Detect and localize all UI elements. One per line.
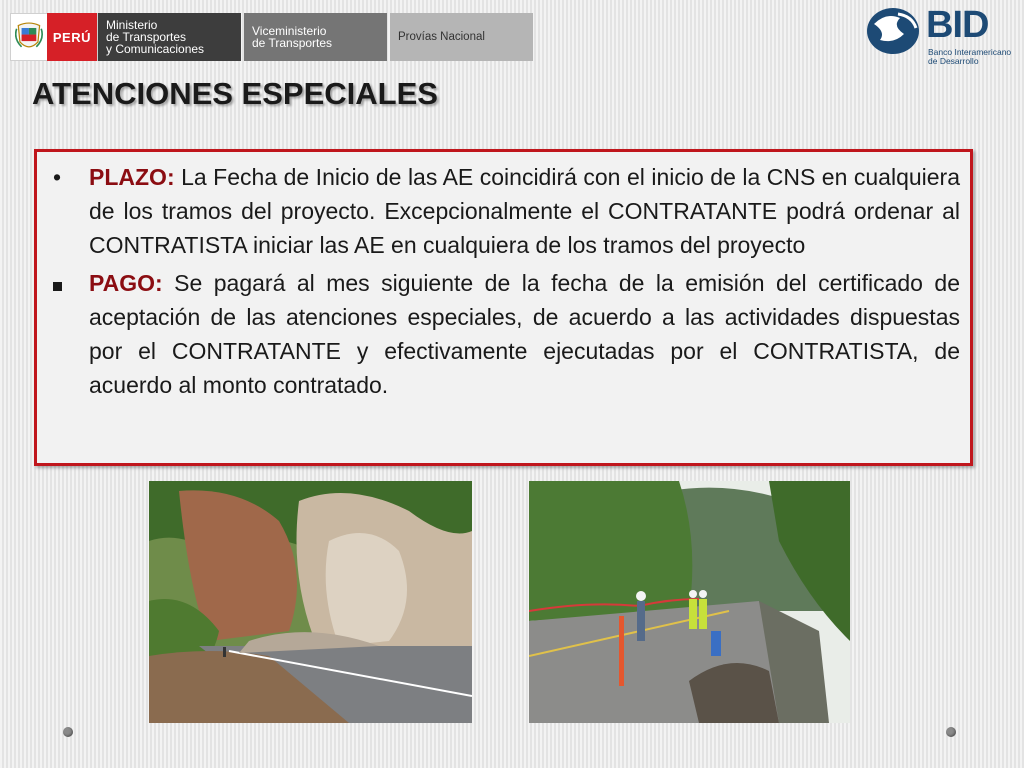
photo-damaged-road	[529, 481, 850, 723]
bullet-label: PAGO:	[89, 270, 163, 296]
bullet-dot-icon: •	[53, 164, 62, 190]
bullet-square-icon	[53, 282, 62, 291]
next-slide-dot[interactable]	[946, 727, 956, 737]
bullet-plazo	[49, 160, 960, 262]
bullet-body: Se pagará al mes siguiente de la fecha de la emisión del certificado de aceptación de las atenciones especiales, de acuerdo a las actividades dispuestas por el CONTRATANTE y efectivamente ejecutadas por el CONTRATISTA, de acuerdo al monto contratado.	[89, 270, 960, 398]
ministerio-line: y Comunicaciones	[106, 42, 205, 56]
bid-subtitle	[928, 48, 1020, 66]
bid-subtitle-line: Banco Interamericano	[928, 47, 1012, 57]
viceministerio-line: Viceministerio	[252, 24, 327, 38]
viceministerio-line: de Transportes	[252, 36, 333, 50]
bullet-text	[89, 160, 960, 262]
government-banner	[10, 13, 533, 61]
peru-logo	[10, 13, 98, 61]
ministerio-line: Ministerio	[106, 18, 158, 32]
peru-label: PERÚ	[47, 13, 97, 61]
ministerio-line: de Transportes	[106, 30, 187, 44]
photo-landslide	[149, 481, 472, 723]
bid-emblem-icon	[864, 4, 922, 56]
bullet-square-container	[49, 266, 89, 402]
provias-box	[390, 13, 533, 61]
page-title: ATENCIONES ESPECIALES	[32, 76, 438, 111]
bullet-text	[89, 266, 960, 402]
bid-name: BID	[926, 4, 989, 46]
bid-subtitle-line: de Desarrollo	[928, 56, 979, 66]
bullet-label: PLAZO:	[89, 164, 175, 190]
bullet-pago	[49, 266, 960, 402]
previous-slide-dot[interactable]	[63, 727, 73, 737]
bullet-body: La Fecha de Inicio de las AE coincidirá con el inicio de la CNS en cualquiera de los tramos del proyecto. Excepcionalmente el CONTRATANTE podrá ordenar al CONTRATISTA iniciar las AE en cualquiera de los tramos del proyecto	[89, 164, 961, 258]
ministerio-box	[98, 13, 241, 61]
provias-label: Provías Nacional	[398, 31, 485, 43]
viceministerio-box	[244, 13, 387, 61]
bid-logo	[864, 4, 1020, 70]
content-box	[34, 149, 973, 466]
coat-of-arms-icon	[15, 17, 43, 57]
